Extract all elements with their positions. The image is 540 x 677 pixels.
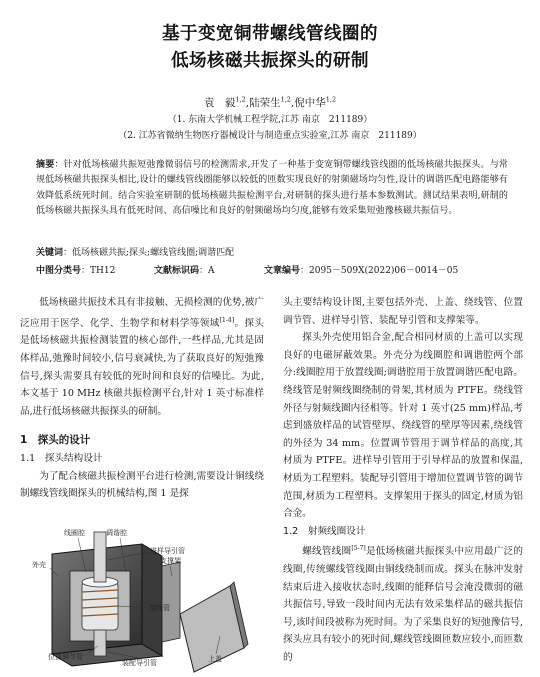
author-affil-mark: 1,2 <box>235 95 246 104</box>
author-affil-mark: 1,2 <box>325 95 337 104</box>
probe-drawing <box>30 526 258 673</box>
affiliation-2: （2. 江苏省微纳生物医疗器械设计与制造重点实验室,江苏 南京 211189） <box>118 131 422 141</box>
author-list: 袁 毅$^{1,2}$,陆荣生$^{1,2}$,倪中华$^{1,2}$ <box>203 95 337 109</box>
section-heading: 1 探头的设计 <box>20 434 91 447</box>
label-bracket: 支撑架 <box>160 557 181 565</box>
intro-paragraph: 低场核磁共振技术具有非接触、无损检测的优势,被广泛应用于医学、化学、生物学和材料学等领域[1-4]。探头是低场核磁共振检测装置的核心部件,一些样品,尤其是固体样品,弛豫时间较小,信号衰减快,为了获取良好的短弛豫信号,探头需要具有较低的死时间和良好的信噪比。为此,本文基于 10 MHz 核磁共振检测平台,针对 1 英寸标准样品,进行低场核磁共振探头的研制。 <box>20 297 265 417</box>
affiliation-1: （1. 东南大学机械工程学院,江苏 南京 211189） <box>167 115 373 125</box>
left-column <box>20 294 264 503</box>
abstract-text: ：针对低场核磁共振短弛豫微弱信号的检测需求,开发了一种基于变宽铜带螺线管线圈的低场核磁共振探头。与常规低场核磁共振探头相比,设计的螺线管线圈能够以较低的匝数实现良好的射频磁场均匀性,设计的调谐匹配电路能够有效降低系统死时间。结合实验室研制的低场核磁共振检测平台,对研制的探头进行基本参数测试。测试结果表明,研制的低场核磁共振探头具有低死时间、高信噪比和良好的射频磁场均匀度,能够有效采集短弛豫核磁共振信号。 <box>36 160 508 216</box>
body-paragraph: 螺线管线圈[5-7]是低场核磁共振探头中应用最广泛的线圈,传统螺线管线圈由铜线绕制而成。探头在脉冲发射结束后进入接收状态时,线圈的能释信号会淹没微弱的磁共振信号,导致一段时间内无法有效采集样品的磁共振信号,该时间段被称为死时间。为了采集良好的短弛豫信号,探头应具有较小的死时间,螺线管线圈匝数应较小,而匝数的 <box>283 545 524 664</box>
citation: [5-7] <box>351 545 366 553</box>
paper-title-line2: 低场核磁共振探头的研制 <box>171 51 369 71</box>
abstract <box>36 158 508 219</box>
author-name: 陆荣生 <box>249 97 281 109</box>
probe-structure-figure <box>30 526 258 673</box>
body-paragraph: 头主要结构设计图,主要包括外壳、上盖、绕线管、位置调节管、进样导引管、装配导引管和支撑架等。 <box>283 297 523 326</box>
label-sample-guide: 进样导引管 <box>150 547 185 555</box>
citation: [1-4] <box>219 316 235 324</box>
label-coil-cavity: 线圈腔 <box>64 529 85 537</box>
article-number: 文章编号：2095－509X(2022)06－0014－05 <box>264 266 459 276</box>
label-shell: 外壳 <box>32 561 46 569</box>
right-column <box>283 294 523 667</box>
label-top-cover: 上盖 <box>208 655 222 663</box>
author-affil-mark: 1,2 <box>280 95 291 104</box>
label-tuning-cavity: 调谐腔 <box>106 529 127 537</box>
subsection-heading: 1.2 射频线圈设计 <box>283 525 366 537</box>
subsection-heading: 1.1 探头结构设计 <box>20 452 103 464</box>
keywords-label: 关键词 <box>36 248 64 258</box>
author-name: 袁 毅 <box>203 97 236 109</box>
body-paragraph: 为了配合核磁共振检测平台进行检测,需要设计铜线绕制螺线管线圈探头的机械结构,图 1 是探 <box>20 470 264 500</box>
body-paragraph: 探头外壳使用铝合金,配合相同材质的上盖可以实现良好的电磁屏蔽效果。外壳分为线圈腔和调谐腔两个部分:线圈腔用于放置线圈;调谐腔用于放置调谐匹配电路。绕线管是射频线圈绕制的骨架,其材质为 PTFE。绕线管外径与射频线圈内径相等。针对 1 英寸(25 mm)样品,考虑到盛放样品的试管壁厚、绕线管的壁厚等因素,绕线管的外径为 34 mm。位置调节管用于调节样品的高度,其材质为 PTFE。进样导引管用于引导样品的放置和保温,材质为工程塑料。装配导引管用于增加位置调节管的调节范围,材质为工程塑料。支撑架用于探头的固定,材质为铝合金。 <box>283 332 523 520</box>
label-winding-tube: 绕线管 <box>149 604 170 612</box>
clc-number: 中图分类号：TH12 <box>36 266 116 276</box>
doc-code: 文献标识码：A <box>154 266 215 276</box>
label-assembly-guide: 装配导引管 <box>122 659 157 667</box>
author-name: 倪中华 <box>294 97 326 109</box>
paper-title-line1: 基于变宽铜带螺线管线圈的 <box>162 24 378 44</box>
keywords-text: ：低场核磁共振;探头;螺线管线圈;调谐匹配 <box>63 248 235 258</box>
keywords <box>36 245 508 258</box>
label-position-tube: 位置调节管 <box>48 653 83 661</box>
abstract-label: 摘要 <box>36 160 55 170</box>
